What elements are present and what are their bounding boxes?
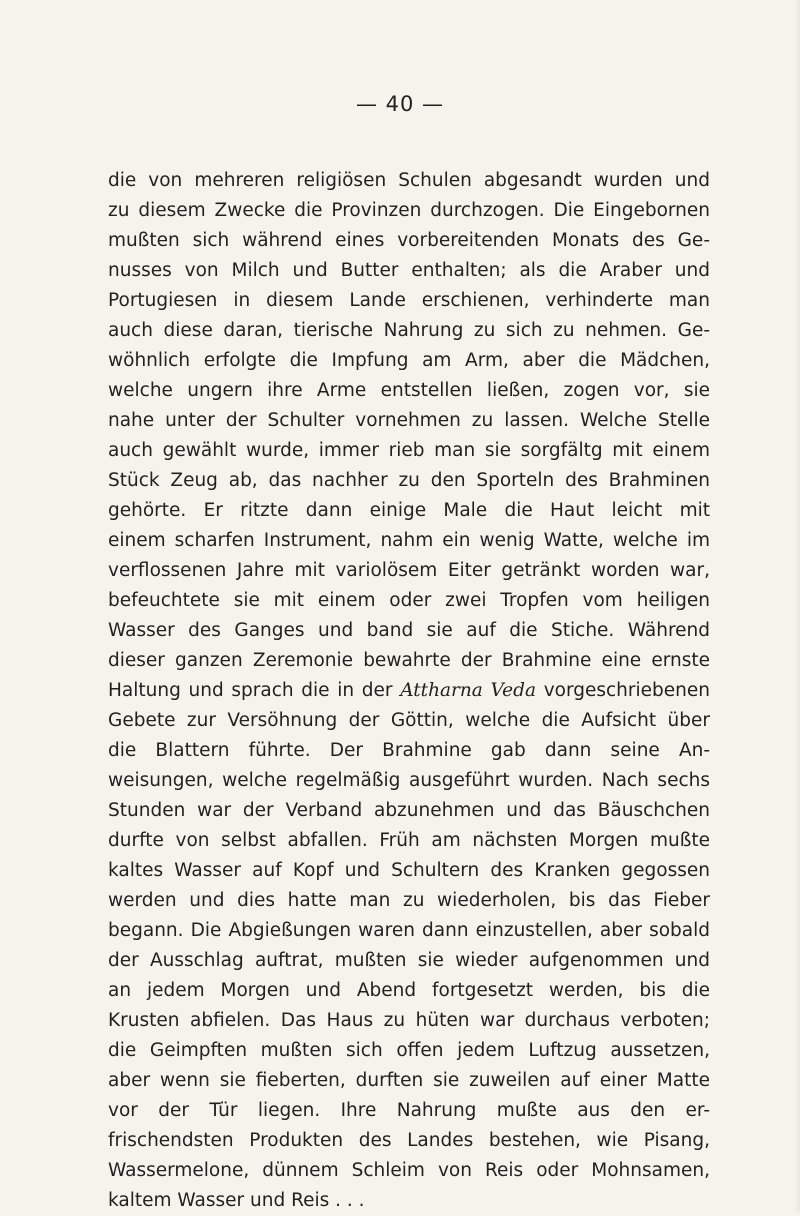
text-line: begann. Die Abgießungen waren dann einzustellen, aber sobald	[108, 920, 710, 941]
page-edge-shadow	[794, 0, 800, 1213]
text-line: nahe unter der Schulter vornehmen zu lassen. Welche Stelle	[108, 410, 710, 431]
italic-title: Attharna Veda	[400, 680, 537, 701]
text-line: Krusten abfielen. Das Haus zu hüten war durchaus verboten;	[108, 1010, 710, 1031]
text-segment: vorgeschriebenen	[536, 680, 710, 701]
text-line: dieser ganzen Zeremonie bewahrte der Brahmine eine ernste	[108, 650, 710, 671]
text-line: einem scharfen Instrument, nahm ein wenig Watte, welche im	[108, 530, 710, 551]
text-line: der Ausschlag auftrat, mußten sie wieder aufgenommen und	[108, 950, 710, 971]
text-line: die Blattern führte. Der Brahmine gab dann seine An-	[108, 740, 710, 761]
text-line: durfte von selbst abfallen. Früh am nächsten Morgen mußte	[108, 830, 710, 851]
text-line: auch diese daran, tierische Nahrung zu sich zu nehmen. Ge-	[108, 320, 710, 341]
text-line: an jedem Morgen und Abend fortgesetzt werden, bis die	[108, 980, 710, 1001]
text-line: die von mehreren religiösen Schulen abgesandt wurden und	[108, 170, 710, 191]
body-text	[108, 166, 710, 1216]
page-number: — 40 —	[355, 92, 445, 116]
text-line: die Geimpften mußten sich offen jedem Luftzug aussetzen,	[108, 1040, 710, 1061]
text-line: wöhnlich erfolgte die Impfung am Arm, aber die Mädchen,	[108, 350, 710, 371]
text-line: aber wenn sie fieberten, durften sie zuweilen auf einer Matte	[108, 1070, 710, 1091]
text-line: kaltem Wasser und Reis . . .	[108, 1190, 365, 1211]
text-line: Wasser des Ganges und band sie auf die Stiche. Während	[108, 620, 710, 641]
text-line: kaltes Wasser auf Kopf und Schultern des Kranken gegossen	[108, 860, 710, 881]
text-line: gehörte. Er ritzte dann einige Male die Haut leicht mit	[108, 500, 710, 521]
text-line: mußten sich während eines vorbereitenden Monats des Ge-	[108, 230, 710, 251]
text-line: Stück Zeug ab, das nachher zu den Sporteln des Brahminen	[108, 470, 710, 491]
text-line: nusses von Milch und Butter enthalten; als die Araber und	[108, 260, 710, 281]
text-line: Portugiesen in diesem Lande erschienen, verhinderte man	[108, 290, 710, 311]
text-line: Gebete zur Versöhnung der Göttin, welche die Aufsicht über	[108, 710, 710, 731]
text-segment: Haltung und sprach die in der	[108, 680, 401, 701]
text-line	[108, 676, 710, 706]
text-line: werden und dies hatte man zu wiederholen, bis das Fieber	[108, 890, 710, 911]
text-line: zu diesem Zwecke die Provinzen durchzogen. Die Eingebornen	[108, 200, 710, 221]
text-line: Wassermelone, dünnem Schleim von Reis oder Mohnsamen,	[108, 1160, 710, 1181]
text-line: frischendsten Produkten des Landes bestehen, wie Pisang,	[108, 1130, 710, 1151]
text-line: auch gewählt wurde, immer rieb man sie sorgfältg mit einem	[108, 440, 710, 461]
text-line: Stunden war der Verband abzunehmen und das Bäuschchen	[108, 800, 710, 821]
text-line: befeuchtete sie mit einem oder zwei Tropfen vom heiligen	[108, 590, 710, 611]
text-line: verflossenen Jahre mit variolösem Eiter getränkt worden war,	[108, 560, 710, 581]
text-line: weisungen, welche regelmäßig ausgeführt wurden. Nach sechs	[108, 770, 710, 791]
text-line: welche ungern ihre Arme entstellen ließen, zogen vor, sie	[108, 380, 710, 401]
text-line: vor der Tür liegen. Ihre Nahrung mußte aus den er-	[108, 1100, 710, 1121]
